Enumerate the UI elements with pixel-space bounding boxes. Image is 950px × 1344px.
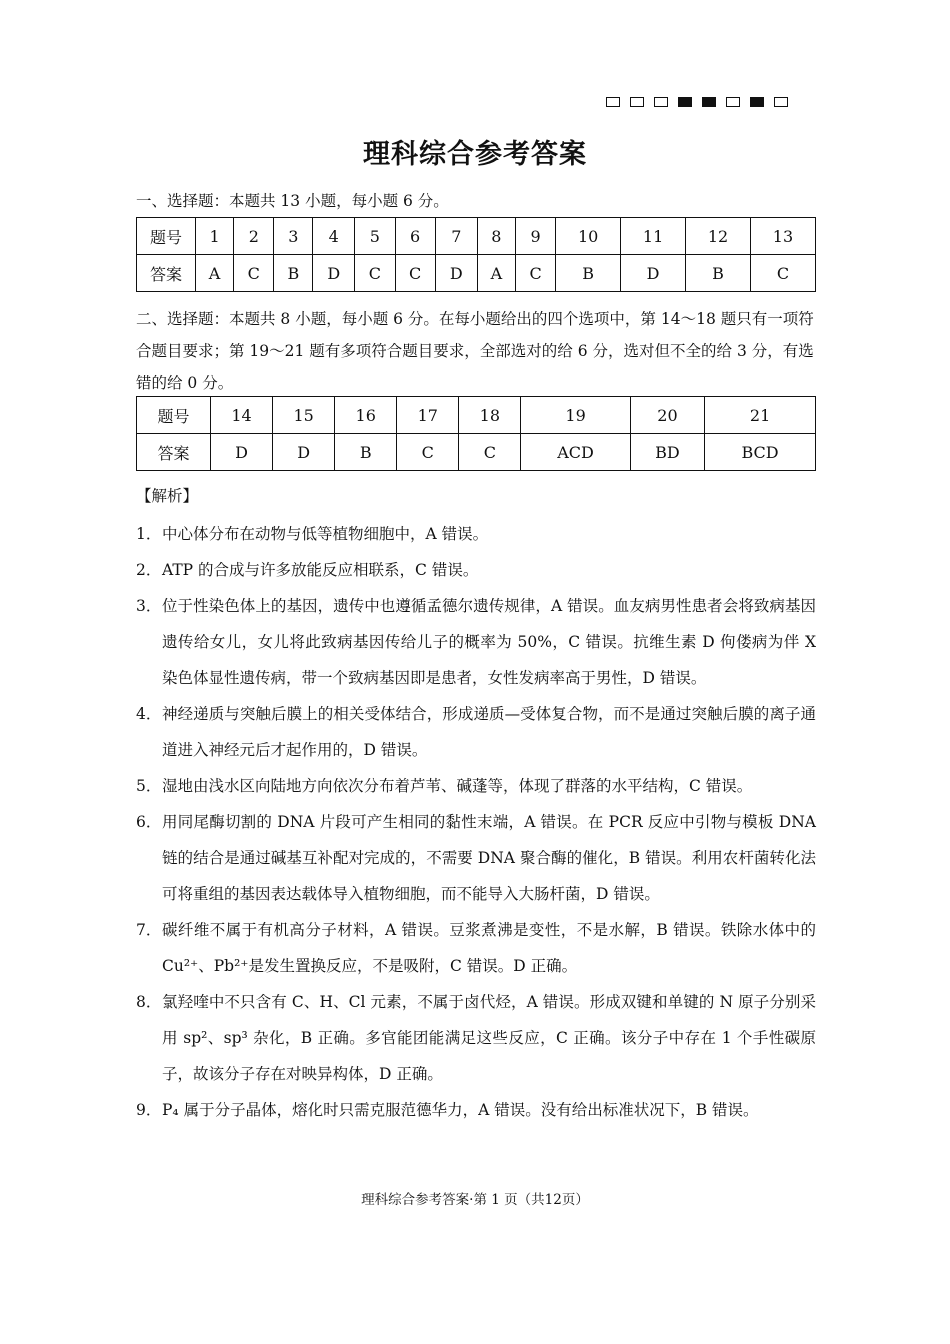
table-row: [137, 218, 816, 255]
table-cell: 4: [313, 218, 355, 255]
row-label: 答案: [137, 255, 196, 292]
header-mark: [774, 97, 788, 107]
row-label: 答案: [137, 434, 211, 471]
item-text: 氯羟喹中不只含有 C、H、Cl 元素，不属于卤代烃，A 错误。形成双键和单键的 N 原子分别采用 sp²、sp³ 杂化，B 正确。多官能团能满足这些反应，C 正确。该分子中存在 1 个手性碳原子，故该分子存在对映异构体，D 正确。: [162, 993, 816, 1083]
table-cell: C: [395, 255, 435, 292]
section1-heading: 一、选择题：本题共 13 小题，每小题 6 分。: [136, 192, 449, 210]
table-cell: 11: [621, 218, 686, 255]
list-item: [136, 984, 816, 1092]
table-cell: BCD: [705, 434, 816, 471]
header-mark: [726, 97, 740, 107]
table-cell: C: [234, 255, 274, 292]
item-text: 位于性染色体上的基因，遗传中也遵循孟德尔遗传规律，A 错误。血友病男性患者会将致病基因遗传给女儿，女儿将此致病基因传给儿子的概率为 50%，C 错误。抗维生素 D 佝偻病为伴 X 染色体显性遗传病，带一个致病基因即是患者，女性发病率高于男性，D 错误。: [162, 597, 816, 687]
table-cell: B: [274, 255, 313, 292]
table-cell: C: [750, 255, 815, 292]
item-number: 1．: [136, 525, 162, 543]
table-cell: 10: [556, 218, 621, 255]
table-row: [137, 397, 816, 434]
header-mark: [630, 97, 644, 107]
section2-heading: 二、选择题：本题共 8 小题，每小题 6 分。在每小题给出的四个选项中，第 14～18 题只有一项符合题目要求；第 19～21 题有多项符合题目要求，全部选对的给 6 分，选对但不全的给 3 分，有选错的给 0 分。: [136, 310, 814, 392]
row-label: 题号: [137, 218, 196, 255]
table-cell: BD: [630, 434, 704, 471]
table-cell: B: [556, 255, 621, 292]
list-item: [136, 552, 816, 588]
header-mark: [750, 97, 764, 107]
table-cell: ACD: [521, 434, 630, 471]
list-item: [136, 588, 816, 696]
table-cell: 1: [196, 218, 234, 255]
table-cell: 5: [355, 218, 395, 255]
item-text: 碳纤维不属于有机高分子材料，A 错误。豆浆煮沸是变性，不是水解，B 错误。铁除水体中的 Cu²⁺、Pb²⁺是发生置换反应，不是吸附，C 错误。D 正确。: [162, 921, 816, 975]
item-number: 8．: [136, 993, 162, 1011]
answer-table-1: [136, 217, 816, 292]
header-mark: [678, 97, 692, 107]
item-text: ATP 的合成与许多放能反应相联系，C 错误。: [162, 561, 479, 579]
list-item: [136, 516, 816, 552]
table-cell: D: [435, 255, 477, 292]
item-text: 神经递质与突触后膜上的相关受体结合，形成递质—受体复合物，而不是通过突触后膜的离子通道进入神经元后才起作用的，D 错误。: [162, 705, 816, 759]
table-cell: A: [196, 255, 234, 292]
item-text: 中心体分布在动物与低等植物细胞中，A 错误。: [162, 525, 489, 543]
table-cell: B: [686, 255, 751, 292]
table-cell: 2: [234, 218, 274, 255]
analysis-label: 【解析】: [136, 487, 199, 505]
table-cell: 21: [705, 397, 816, 434]
list-item: [136, 768, 816, 804]
table-cell: D: [273, 434, 335, 471]
item-number: 9．: [136, 1101, 162, 1119]
page-footer: 理科综合参考答案·第 1 页（共12页）: [361, 1192, 589, 1208]
page-title: 理科综合参考答案: [363, 139, 587, 170]
item-number: 5．: [136, 777, 162, 795]
item-number: 2．: [136, 561, 162, 579]
table-cell: 9: [515, 218, 555, 255]
table-cell: 7: [435, 218, 477, 255]
table-cell: 6: [395, 218, 435, 255]
table-cell: 17: [397, 397, 459, 434]
table-cell: 19: [521, 397, 630, 434]
item-number: 3．: [136, 597, 162, 615]
table-cell: 14: [211, 397, 273, 434]
answer-table-2: [136, 396, 816, 471]
list-item: [136, 696, 816, 768]
table-cell: C: [397, 434, 459, 471]
table-cell: A: [477, 255, 515, 292]
header-mark: [606, 97, 620, 107]
item-number: 7．: [136, 921, 162, 939]
list-item: [136, 804, 816, 912]
table-cell: D: [211, 434, 273, 471]
header-mark: [702, 97, 716, 107]
table-cell: 16: [335, 397, 397, 434]
table-cell: 18: [459, 397, 521, 434]
table-cell: 13: [750, 218, 815, 255]
header-marks: [606, 97, 788, 107]
table-cell: 8: [477, 218, 515, 255]
row-label: 题号: [137, 397, 211, 434]
table-cell: B: [335, 434, 397, 471]
table-cell: D: [621, 255, 686, 292]
table-cell: 12: [686, 218, 751, 255]
table-cell: C: [515, 255, 555, 292]
table-cell: 3: [274, 218, 313, 255]
table-cell: C: [459, 434, 521, 471]
table-row: [137, 434, 816, 471]
header-mark: [654, 97, 668, 107]
analysis-list: [136, 516, 816, 1128]
table-row: [137, 255, 816, 292]
table-cell: 20: [630, 397, 704, 434]
item-number: 6．: [136, 813, 162, 831]
list-item: [136, 1092, 816, 1128]
item-text: P₄ 属于分子晶体，熔化时只需克服范德华力，A 错误。没有给出标准状况下，B 错误。: [162, 1101, 759, 1119]
table-cell: 15: [273, 397, 335, 434]
table-cell: D: [313, 255, 355, 292]
item-text: 湿地由浅水区向陆地方向依次分布着芦苇、碱蓬等，体现了群落的水平结构，C 错误。: [162, 777, 753, 795]
table-cell: C: [355, 255, 395, 292]
item-number: 4．: [136, 705, 162, 723]
item-text: 用同尾酶切割的 DNA 片段可产生相同的黏性末端，A 错误。在 PCR 反应中引物与模板 DNA 链的结合是通过碱基互补配对完成的，不需要 DNA 聚合酶的催化，B 错误。利用农杆菌转化法可将重组的基因表达载体导入植物细胞，而不能导入大肠杆菌，D 错误。: [162, 813, 816, 903]
list-item: [136, 912, 816, 984]
